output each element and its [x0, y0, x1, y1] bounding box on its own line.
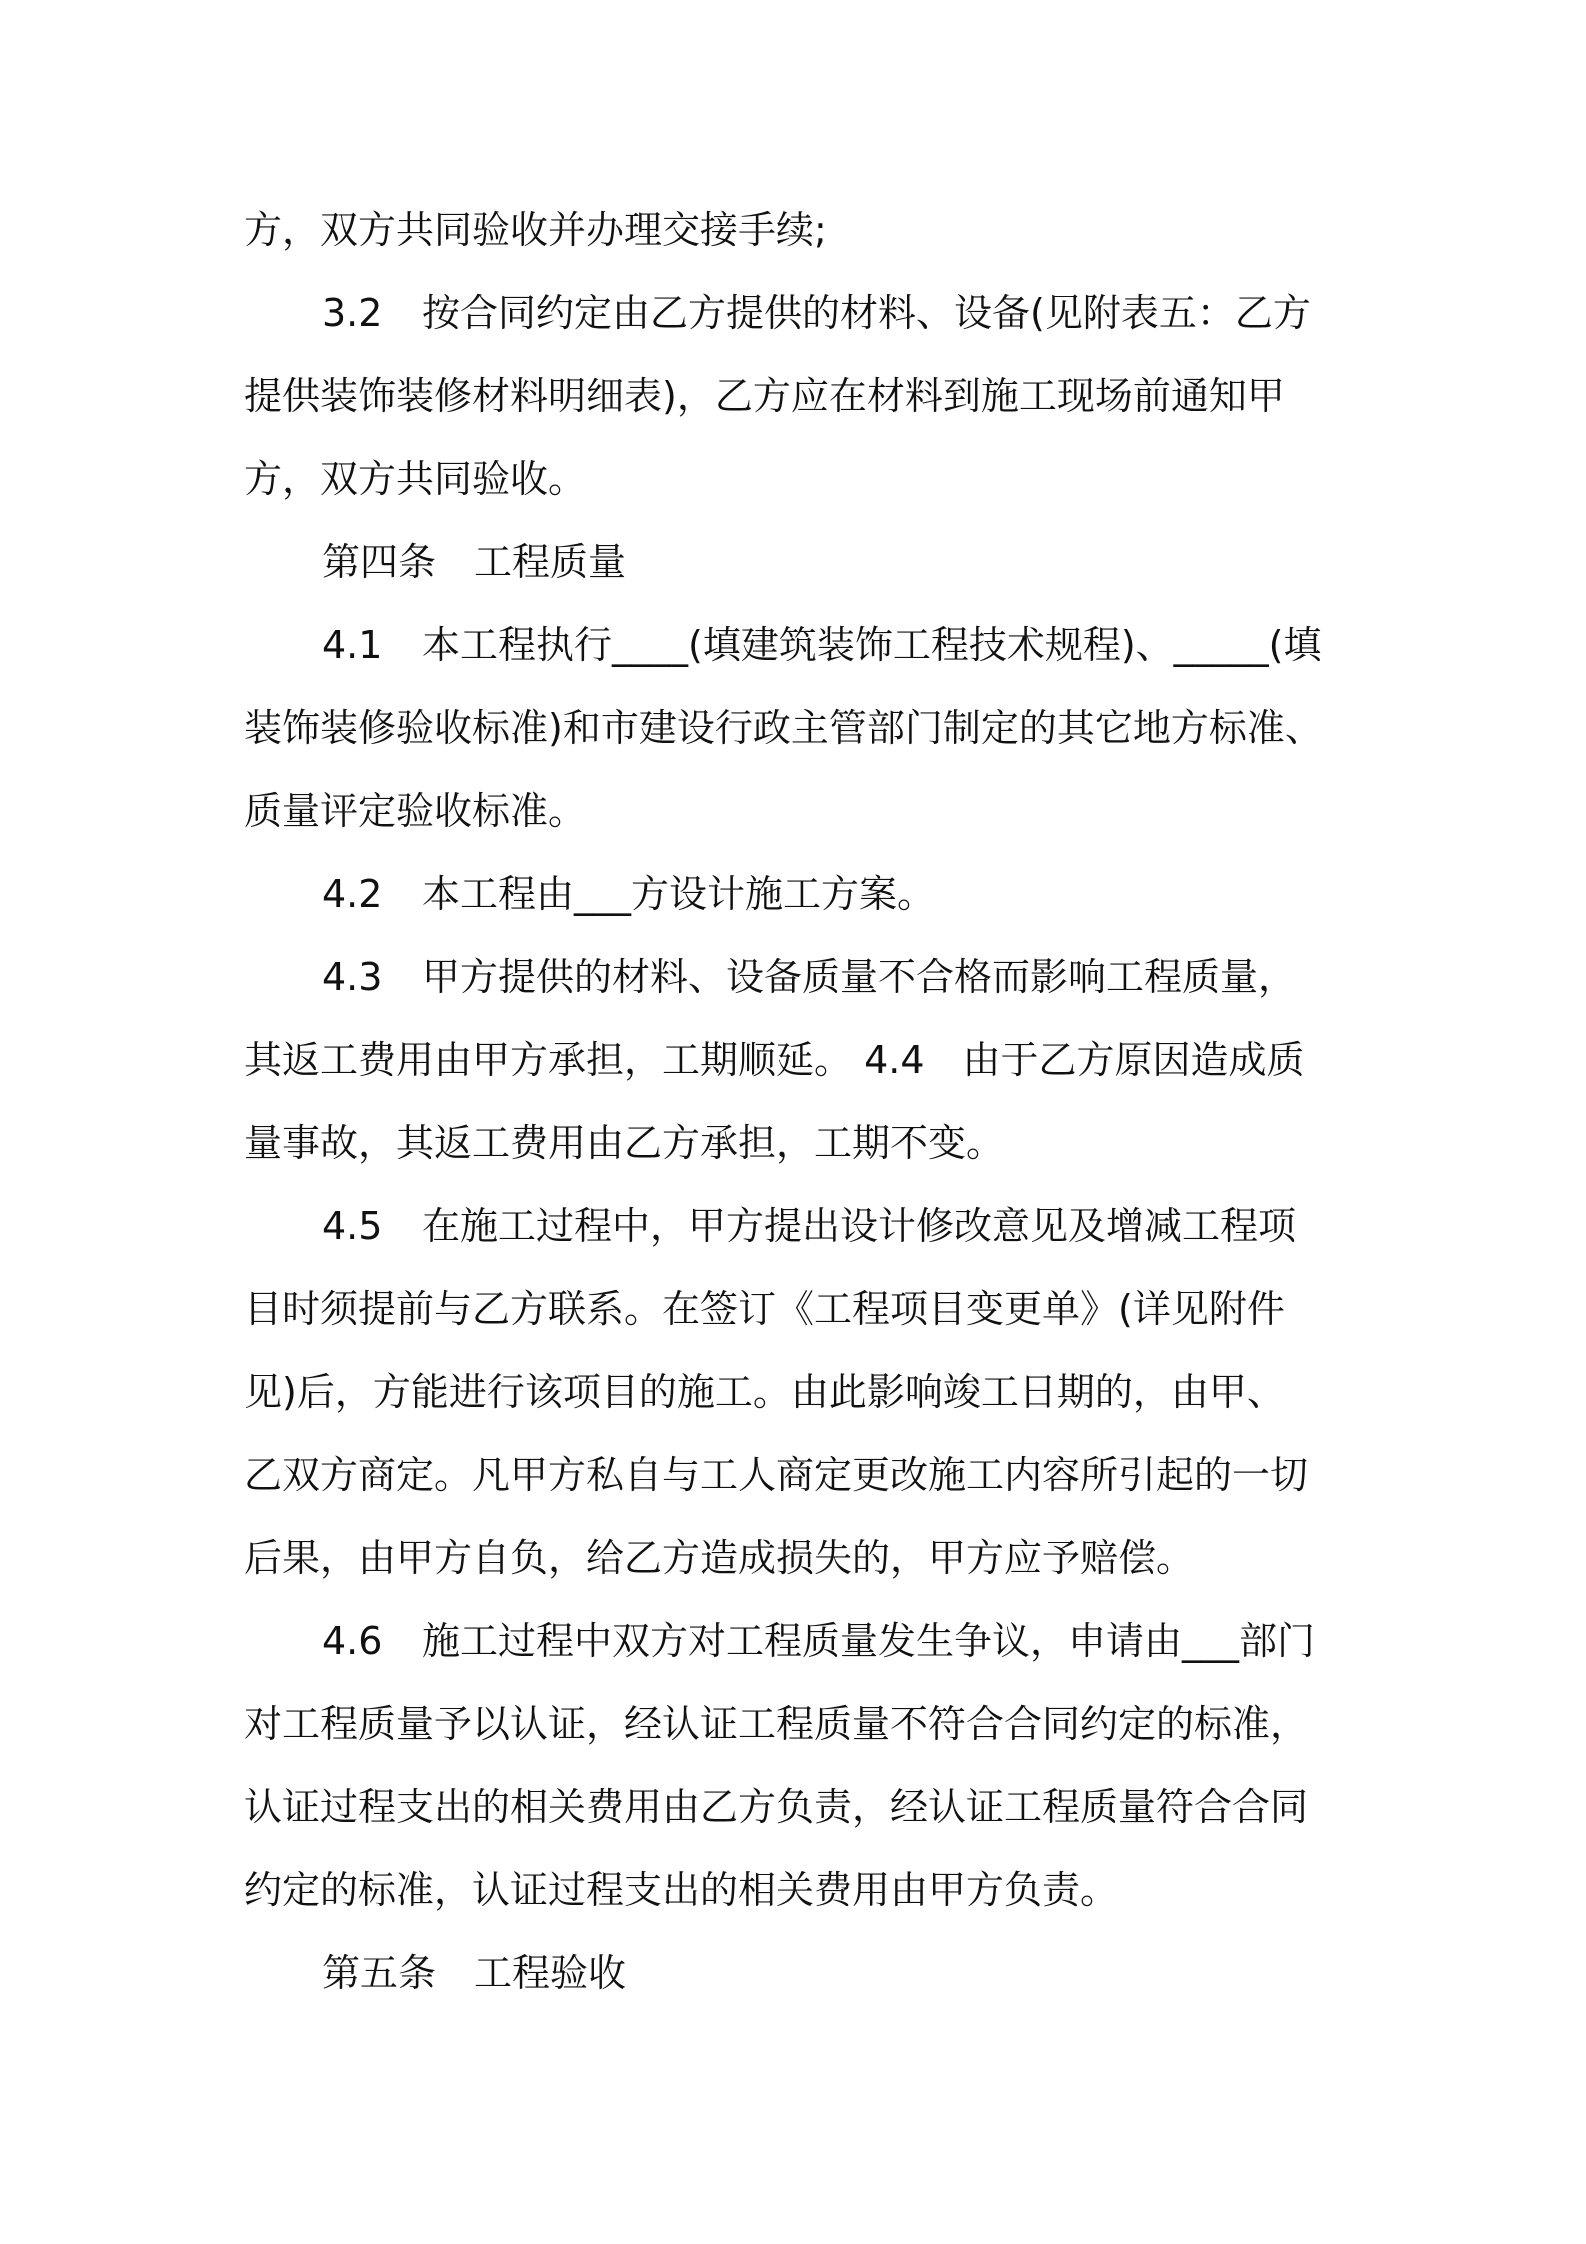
section-label: 第四条	[322, 540, 437, 584]
clause-4-5	[322, 1196, 1364, 1256]
clause-number: 3.2	[322, 291, 383, 335]
section-label: 第五条	[322, 1951, 437, 1995]
text-line: 方，双方共同验收并办理交接手续;	[244, 208, 827, 252]
clause-text: 在施工过程中，甲方提出设计修改意见及增减工程项	[422, 1204, 1297, 1248]
clause-text: 按合同约定由乙方提供的材料、设备(见附表五：乙方	[422, 291, 1311, 335]
section-heading-5	[322, 1943, 1364, 2003]
text-line: 目时须提前与乙方联系。在签订《工程项目变更单》(详见附件	[244, 1287, 1285, 1331]
clause-text: 本工程执行____(填建筑装饰工程技术规程)、_____(填	[422, 623, 1322, 667]
section-title: 工程验收	[474, 1951, 627, 1995]
text-line: 约定的标准，认证过程支出的相关费用由甲方负责。	[244, 1868, 1119, 1912]
clause-text: 本工程由___方设计施工方案。	[422, 872, 936, 916]
clause-number: 4.2	[322, 872, 383, 916]
text-line: 其返工费用由甲方承担，工期顺延。 4.4 由于乙方原因造成质	[244, 1038, 1305, 1082]
section-title: 工程质量	[474, 540, 627, 584]
clause-4-6	[322, 1611, 1364, 1671]
clause-4-3	[322, 947, 1364, 1007]
clause-text: 甲方提供的材料、设备质量不合格而影响工程质量，	[422, 955, 1297, 999]
text-line: 提供装饰装修材料明细表)，乙方应在材料到施工现场前通知甲	[244, 374, 1285, 418]
clause-number: 4.1	[322, 623, 383, 667]
clause-number: 4.3	[322, 955, 383, 999]
text-line: 认证过程支出的相关费用由乙方负责，经认证工程质量符合合同	[244, 1785, 1309, 1829]
clause-3-2	[322, 283, 1364, 343]
text-line: 质量评定验收标准。	[244, 789, 587, 833]
clause-number: 4.5	[322, 1204, 383, 1248]
text-line: 装饰装修验收标准)和市建设行政主管部门制定的其它地方标准、	[244, 706, 1323, 750]
text-line: 乙双方商定。凡甲方私自与工人商定更改施工内容所引起的一切	[244, 1453, 1309, 1497]
text-line: 对工程质量予以认证，经认证工程质量不符合合同约定的标准，	[244, 1702, 1309, 1746]
text-line: 量事故，其返工费用由乙方承担，工期不变。	[244, 1121, 1005, 1165]
section-heading-4	[322, 532, 1364, 592]
clause-4-2	[322, 864, 1364, 924]
text-line: 方，双方共同验收。	[244, 457, 587, 501]
clause-4-1	[322, 615, 1364, 675]
text-line: 后果，由甲方自负，给乙方造成损失的，甲方应予赔偿。	[244, 1536, 1195, 1580]
clause-text: 施工过程中双方对工程质量发生争议，申请由___部门	[422, 1619, 1316, 1663]
text-line: 见)后，方能进行该项目的施工。由此影响竣工日期的，由甲、	[244, 1370, 1285, 1414]
clause-number: 4.6	[322, 1619, 383, 1663]
